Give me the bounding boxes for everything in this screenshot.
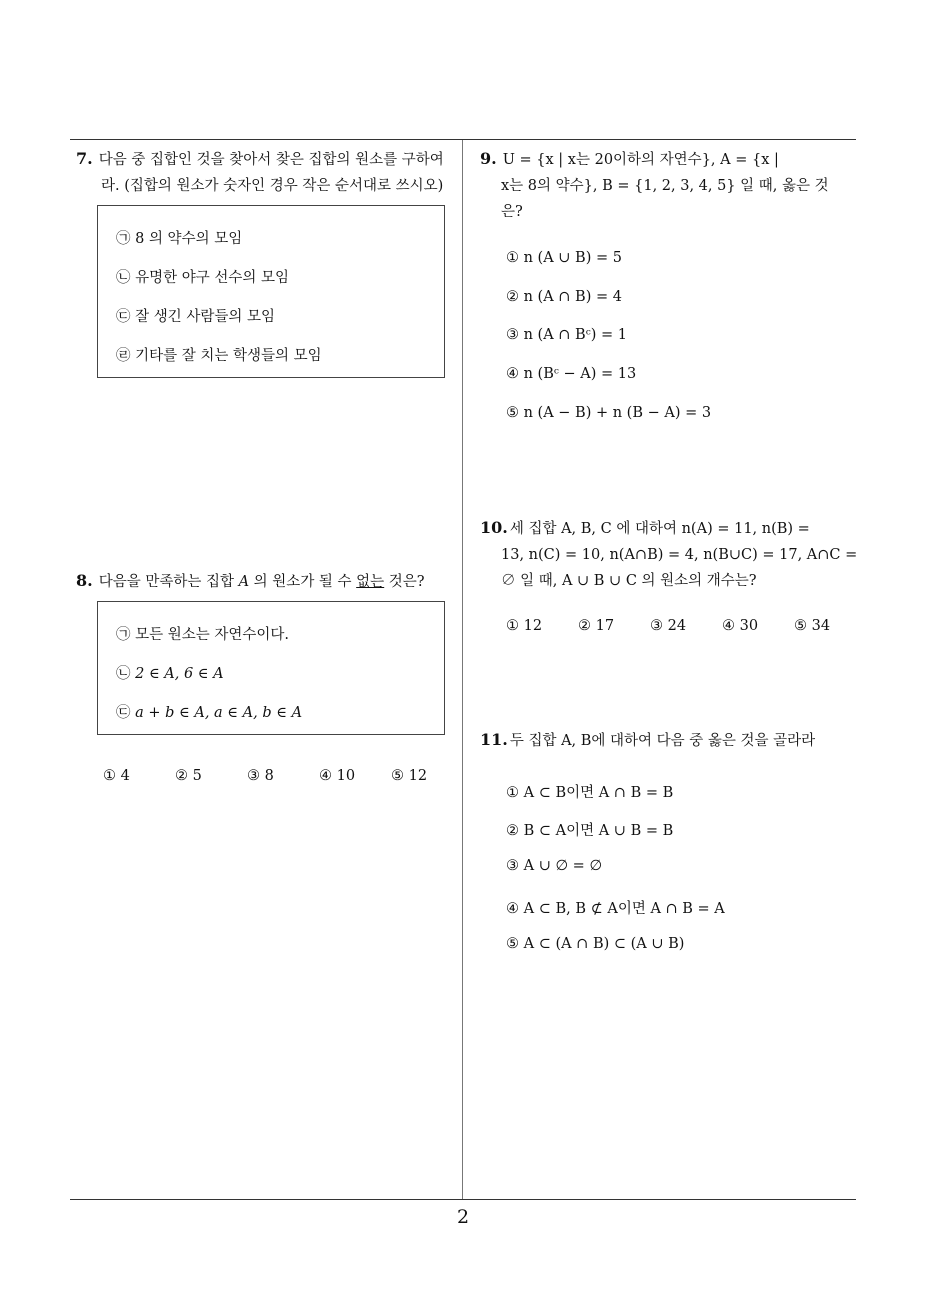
q8-choice-4[interactable]: ④ 10 — [319, 768, 356, 784]
q10-choice-5[interactable]: ⑤ 34 — [794, 618, 831, 634]
q7-item-1: ㉠ 8 의 약수의 모임 — [116, 231, 243, 247]
question-10-line1: 세 집합 A, B, C 에 대하여 n(A) = 11, n(B) = — [509, 521, 810, 537]
question-10 — [480, 515, 860, 594]
question-8-underlined-word: 없는 — [356, 574, 385, 590]
question-10-number: 10. — [480, 518, 508, 537]
q8-choice-2[interactable]: ② 5 — [175, 768, 202, 784]
q7-item-4: ㉣ 기타를 잘 치는 학생들의 모임 — [116, 348, 322, 364]
bottom-rule — [70, 1199, 856, 1200]
q9-choice-4[interactable]: ④ n (Bᶜ − A) = 13 — [506, 366, 637, 382]
top-rule — [70, 139, 856, 140]
q11-choice-2[interactable]: ② B ⊂ A이면 A ∪ B = B — [506, 823, 674, 839]
q11-choice-4[interactable]: ④ A ⊂ B, B ⊄ A이면 A ∩ B = A — [506, 901, 725, 917]
question-8-number: 8. — [76, 571, 93, 590]
q10-choice-4[interactable]: ④ 30 — [722, 618, 759, 634]
q10-choice-3[interactable]: ③ 24 — [650, 618, 687, 634]
question-9-line3: 은? — [501, 204, 523, 220]
q8-choice-5[interactable]: ⑤ 12 — [391, 768, 428, 784]
q8-choice-3[interactable]: ③ 8 — [247, 768, 274, 784]
question-9-line1: U = {x | x는 20이하의 자연수}, A = {x | — [502, 152, 779, 168]
page-number: 2 — [456, 1206, 470, 1228]
q7-item-3: ㉢ 잘 생긴 사람들의 모임 — [116, 309, 275, 325]
q11-choice-3[interactable]: ③ A ∪ ∅ = ∅ — [506, 858, 603, 874]
question-8: 8. 다음을 만족하는 집합 A 의 원소가 될 수 없는 것은? — [76, 571, 425, 590]
question-8-choices — [103, 768, 463, 784]
q9-choice-2[interactable]: ② n (A ∩ B) = 4 — [506, 289, 622, 305]
column-divider — [462, 140, 463, 1200]
q9-choice-3[interactable]: ③ n (A ∩ Bᶜ) = 1 — [506, 327, 627, 343]
q8-choice-1[interactable]: ① 4 — [103, 768, 130, 784]
q7-item-2: ㉡ 유명한 야구 선수의 모임 — [116, 270, 290, 286]
q9-choice-5[interactable]: ⑤ n (A − B) + n (B − A) = 3 — [506, 405, 712, 421]
question-10-choices — [506, 618, 866, 634]
q11-choice-5[interactable]: ⑤ A ⊂ (A ∩ B) ⊂ (A ∪ B) — [506, 936, 685, 952]
q8-item-3: ㉢ a + b ∈ A, a ∈ A, b ∈ A — [116, 705, 303, 721]
q8-item-1: ㉠ 모든 원소는 자연수이다. — [116, 627, 290, 643]
question-7-line2: 라. (집합의 원소가 숫자인 경우 작은 순서대로 쓰시오) — [101, 178, 444, 194]
question-7-line1: 다음 중 집합인 것을 찾아서 찾은 집합의 원소를 구하여 — [98, 152, 444, 168]
question-9 — [480, 146, 860, 225]
q10-choice-2[interactable]: ② 17 — [578, 618, 615, 634]
question-11-stem: 두 집합 A, B에 대하여 다음 중 옳은 것을 골라라 — [509, 733, 816, 749]
question-7 — [76, 146, 460, 199]
q11-choice-1[interactable]: ① A ⊂ B이면 A ∩ B = B — [506, 785, 674, 801]
q9-choice-1[interactable]: ① n (A ∪ B) = 5 — [506, 250, 622, 266]
question-7-conditions-box — [97, 205, 445, 378]
question-11 — [480, 727, 860, 754]
q8-item-2: ㉡ 2 ∈ A, 6 ∈ A — [116, 666, 224, 682]
question-9-number: 9. — [480, 149, 497, 168]
q10-choice-1[interactable]: ① 12 — [506, 618, 543, 634]
question-7-number: 7. — [76, 149, 93, 168]
question-9-line2: x는 8의 약수}, B = {1, 2, 3, 4, 5} 일 때, 옳은 것 — [501, 178, 829, 194]
question-8-conditions-box — [97, 601, 445, 735]
question-11-number: 11. — [480, 730, 508, 749]
question-10-line3: ∅ 일 때, A ∪ B ∪ C 의 원소의 개수는? — [501, 573, 757, 589]
question-10-line2: 13, n(C) = 10, n(A∩B) = 4, n(B∪C) = 17, A∩C = — [501, 547, 858, 563]
